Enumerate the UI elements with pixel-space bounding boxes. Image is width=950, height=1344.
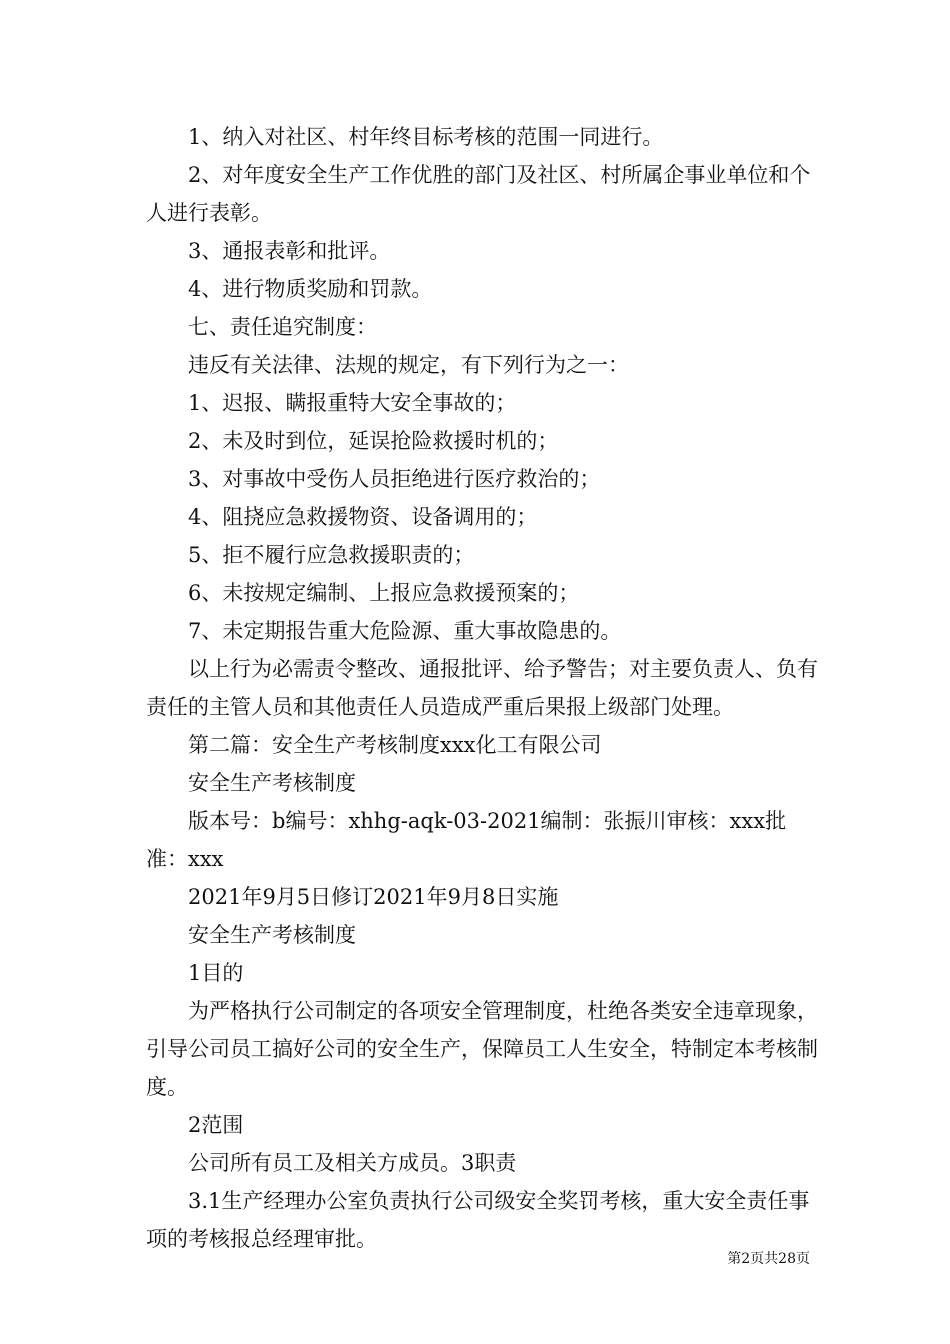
paragraph: 公司所有员工及相关方成员。3职责 <box>188 1151 517 1175</box>
list-item: 2、未及时到位，延误抢险救援时机的； <box>188 429 559 453</box>
paragraph: 以上行为必需责令整改、通报批评、给予警告；对主要负责人、负有责任的主管人员和其他责任人员造成严重后果报上级部门处理。 <box>146 657 818 719</box>
paragraph: 违反有关法律、法规的规定，有下列行为之一： <box>188 353 629 377</box>
document-body <box>146 118 818 1258</box>
list-item: 5、拒不履行应急救援职责的； <box>188 543 475 567</box>
paragraph: 3.1生产经理办公室负责执行公司级安全奖罚考核，重大安全责任事项的考核报总经理审批。 <box>146 1189 810 1251</box>
paragraph: 版本号：b编号：xhhg-aqk-03-2021编制：张振川审核：xxx批准：xxx <box>146 809 787 871</box>
paragraph: 安全生产考核制度 <box>188 923 356 947</box>
list-item: 1、迟报、瞒报重特大安全事故的； <box>188 391 517 415</box>
list-item: 7、未定期报告重大危险源、重大事故隐患的。 <box>188 619 622 643</box>
list-item: 6、未按规定编制、上报应急救援预案的； <box>188 581 580 605</box>
paragraph: 2021年9月5日修订2021年9月8日实施 <box>188 885 559 909</box>
paragraph: 为严格执行公司制定的各项安全管理制度，杜绝各类安全违章现象，引导公司员工搞好公司的安全生产，保障员工人生安全，特制定本考核制度。 <box>146 999 818 1099</box>
list-item: 4、阻挠应急救援物资、设备调用的； <box>188 505 538 529</box>
paragraph: 3、通报表彰和批评。 <box>188 239 391 263</box>
page-number: 第2页共28页 <box>727 1251 810 1267</box>
section-heading: 七、责任追究制度： <box>188 315 377 339</box>
paragraph: 安全生产考核制度 <box>188 771 356 795</box>
list-item: 3、对事故中受伤人员拒绝进行医疗救治的； <box>188 467 601 491</box>
section-heading: 1目的 <box>188 961 244 985</box>
section-heading: 第二篇：安全生产考核制度xxx化工有限公司 <box>188 733 602 757</box>
section-heading: 2范围 <box>188 1113 244 1137</box>
paragraph: 2、对年度安全生产工作优胜的部门及社区、村所属企事业单位和个人进行表彰。 <box>146 163 811 225</box>
paragraph: 4、进行物质奖励和罚款。 <box>188 277 433 301</box>
paragraph: 1、纳入对社区、村年终目标考核的范围一同进行。 <box>188 125 664 149</box>
